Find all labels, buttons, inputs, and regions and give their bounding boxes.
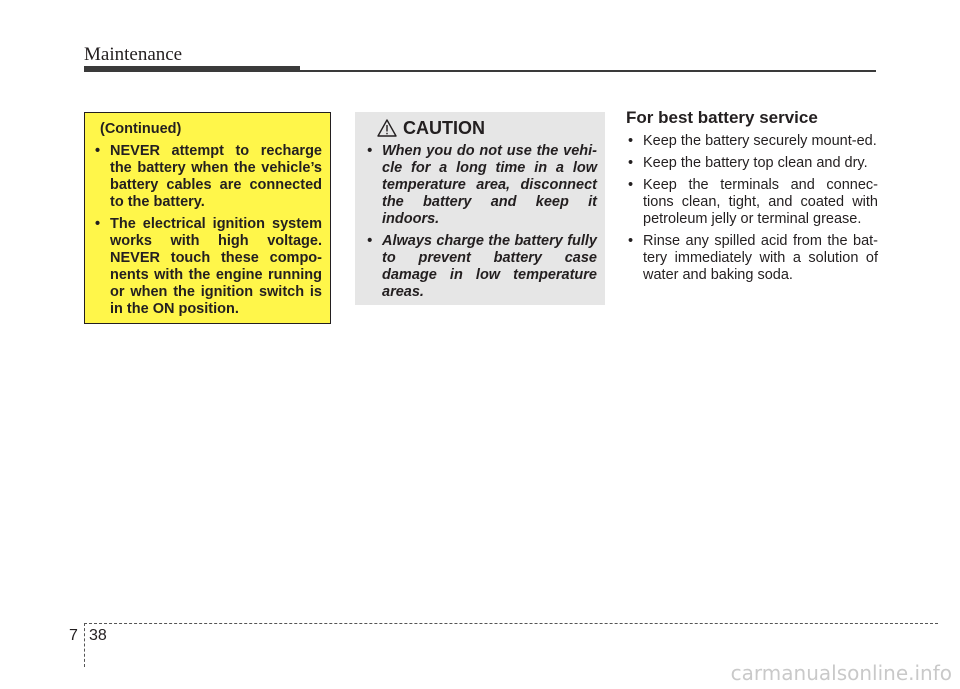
service-item: • Keep the battery securely mount-ed. xyxy=(626,133,878,150)
warning-item: • The electrical ignition system works with high voltage. NEVER touch these compo-nents with the engine running or when the ignition switch is in the ON position. xyxy=(93,216,322,318)
warning-triangle-icon xyxy=(377,119,397,137)
header-rule-thin xyxy=(300,70,876,72)
service-item: • Keep the battery top clean and dry. xyxy=(626,155,878,172)
watermark: carmanualsonline.info xyxy=(730,661,952,685)
warning-item: • NEVER attempt to recharge the battery when the vehicle’s battery cables are connected to the battery. xyxy=(93,143,322,211)
chapter-number: 7 xyxy=(69,627,78,644)
section-title: For best battery service xyxy=(626,108,818,127)
service-list xyxy=(626,133,878,284)
continued-label: (Continued) xyxy=(100,121,182,137)
header-rule-thick xyxy=(84,66,300,72)
warning-box xyxy=(84,112,331,324)
service-item: • Keep the terminals and connec-tions clean, tight, and coated with petroleum jelly or terminal grease. xyxy=(626,177,878,228)
caution-title: CAUTION xyxy=(403,117,485,138)
header-title: Maintenance xyxy=(84,44,183,65)
caution-header xyxy=(377,119,597,137)
caution-item: • When you do not use the vehi-cle for a long time in a low temperature area, disconnect the battery and keep it indoors. xyxy=(365,143,597,228)
service-item: • Rinse any spilled acid from the bat-tery immediately with a solution of water and baking soda. xyxy=(626,233,878,284)
caution-item: • Always charge the battery fully to prevent battery case damage in low temperature areas. xyxy=(365,233,597,301)
caution-box xyxy=(355,112,605,305)
page-number: 38 xyxy=(89,627,107,644)
battery-service-section xyxy=(626,109,878,289)
caution-list xyxy=(365,143,597,301)
footer-rule xyxy=(84,623,938,624)
footer-divider xyxy=(84,623,85,667)
warning-list xyxy=(93,143,322,318)
